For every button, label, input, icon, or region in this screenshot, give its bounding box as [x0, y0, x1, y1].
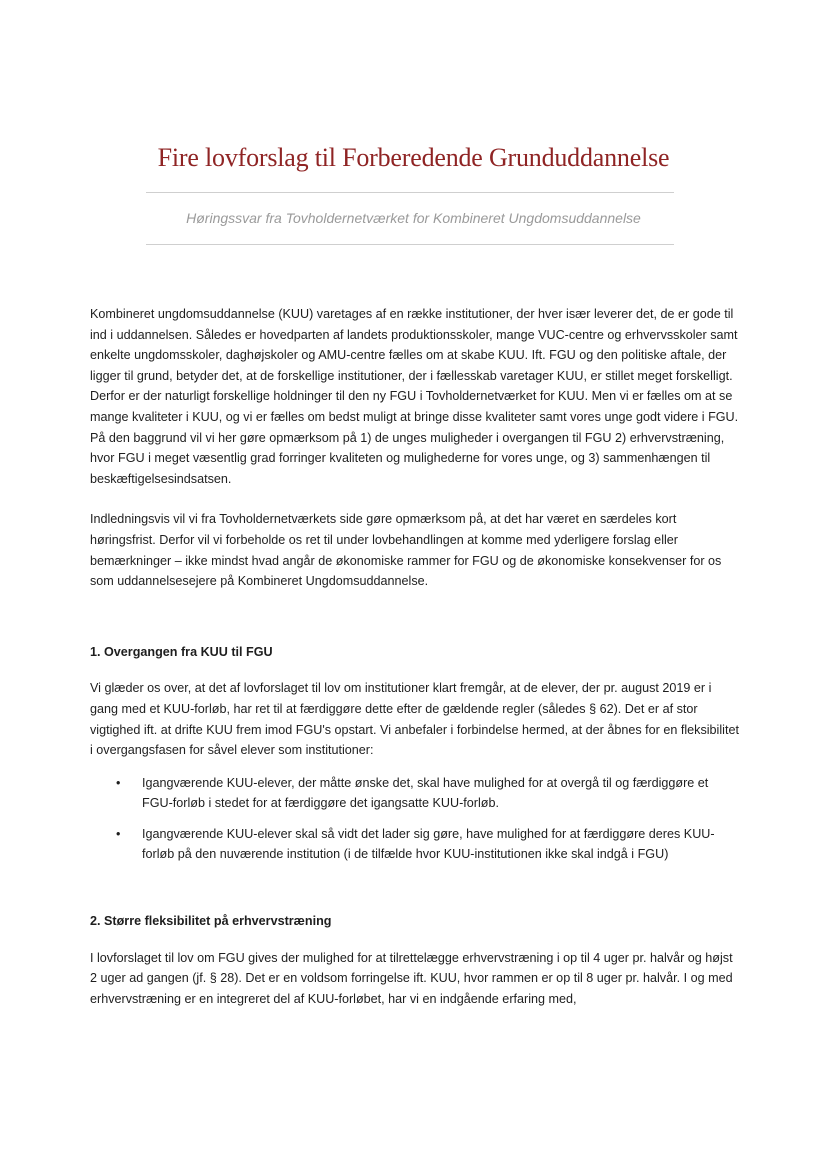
section-1-heading: 1. Overgangen fra KUU til FGU [90, 644, 273, 659]
notice-paragraph: Indledningsvis vil vi fra Tovholdernetværkets side gøre opmærksom på, at det har været en særdeles kort høringsfrist. Derfor vil vi forbeholde os ret til under lovbehandlingen at komme med yderligere forslag eller bemærkninger – ikke mindst hvad angår de økonomiske rammer for FGU og de økonomiske konsekvenser for os som uddannelsesejere på Kombineret Ungdomsuddannelse. [90, 512, 722, 589]
list-item-text: Igangværende KUU-elever, der måtte ønske det, skal have mulighed for at overgå til og færdiggøre et FGU-forløb i stedet for at færdiggøre det igangsatte KUU-forløb. [142, 775, 709, 811]
section-1-paragraph: Vi glæder os over, at det af lovforslaget til lov om institutioner klart fremgår, at de elever, der pr. august 2019 er i gang med et KUU-forløb, har ret til at færdiggøre dette efter de gældende regler (således § 62). Det er af stor vigtighed ift. at drifte KUU frem imod FGU's opstart. Vi anbefaler i forbindelse hermed, at der åbnes for en fleksibilitet i overgangsfasen for såvel elever som institutioner: [90, 681, 739, 758]
list-item [90, 824, 740, 865]
bullet-icon: • [116, 775, 121, 790]
document-title: Fire lovforslag til Forberedende Grunduddannelse [157, 143, 670, 172]
list-item [90, 773, 740, 814]
document-body [90, 304, 740, 1009]
section-2-heading: 2. Større fleksibilitet på erhvervstræning [90, 914, 332, 929]
document-subtitle: Høringssvar fra Tovholdernetværket for Kombineret Ungdomsuddannelse [186, 210, 641, 226]
bullet-icon: • [116, 826, 121, 841]
title-divider-bottom [146, 244, 674, 245]
section-1-bullet-list [90, 773, 740, 865]
list-item-text: Igangværende KUU-elever skal så vidt det lader sig gøre, have mulighed for at færdiggøre deres KUU-forløb på den nuværende institution (i de tilfælde hvor KUU-institutionen ikke skal indgå i FGU) [142, 826, 715, 862]
intro-paragraph: Kombineret ungdomsuddannelse (KUU) varetages af en række institutioner, der hver især leverer det, de er gode til ind i uddannelsen. Således er hovedparten af landets produktionsskoler, mange VUC-centre og erhvervsskoler samt enkelte ungdomsskoler, daghøjskoler og AMU-centre fælles om at skabe KUU. Ift. FGU og den politiske aftale, der ligger til grund, betyder det, at de forskellige institutioner, der i fællesskab varetager KUU, er stillet meget forskelligt. Derfor er der naturligt forskellige holdninger til den ny FGU i Tovholdernetværket for KUU. Men vi er fælles om at se mange kvaliteter i KUU, og vi er fælles om bedst muligt at bringe disse kvaliteter samt vores unge godt videre i FGU. På den baggrund vil vi her gøre opmærksom på 1) de unges muligheder i overgangen til FGU 2) erhvervstræning, hvor FGU i meget væsentlig grad forringer kvaliteten og mulighederne for vores unge, og 3) sammenhængen til beskæftigelsesindsatsen. [90, 307, 739, 486]
section-2-paragraph: I lovforslaget til lov om FGU gives der mulighed for at tilrettelægge erhvervstræning i op til 4 uger pr. halvår og højst 2 uger ad gangen (jf. § 28). Det er en voldsom forringelse ift. KUU, hvor rammen er op til 8 uger pr. halvår. I og med erhvervstræning er en integreret del af KUU-forløbet, har vi en indgående erfaring med, [90, 950, 733, 1006]
section-spacer [90, 875, 740, 911]
title-divider-top [146, 192, 674, 193]
